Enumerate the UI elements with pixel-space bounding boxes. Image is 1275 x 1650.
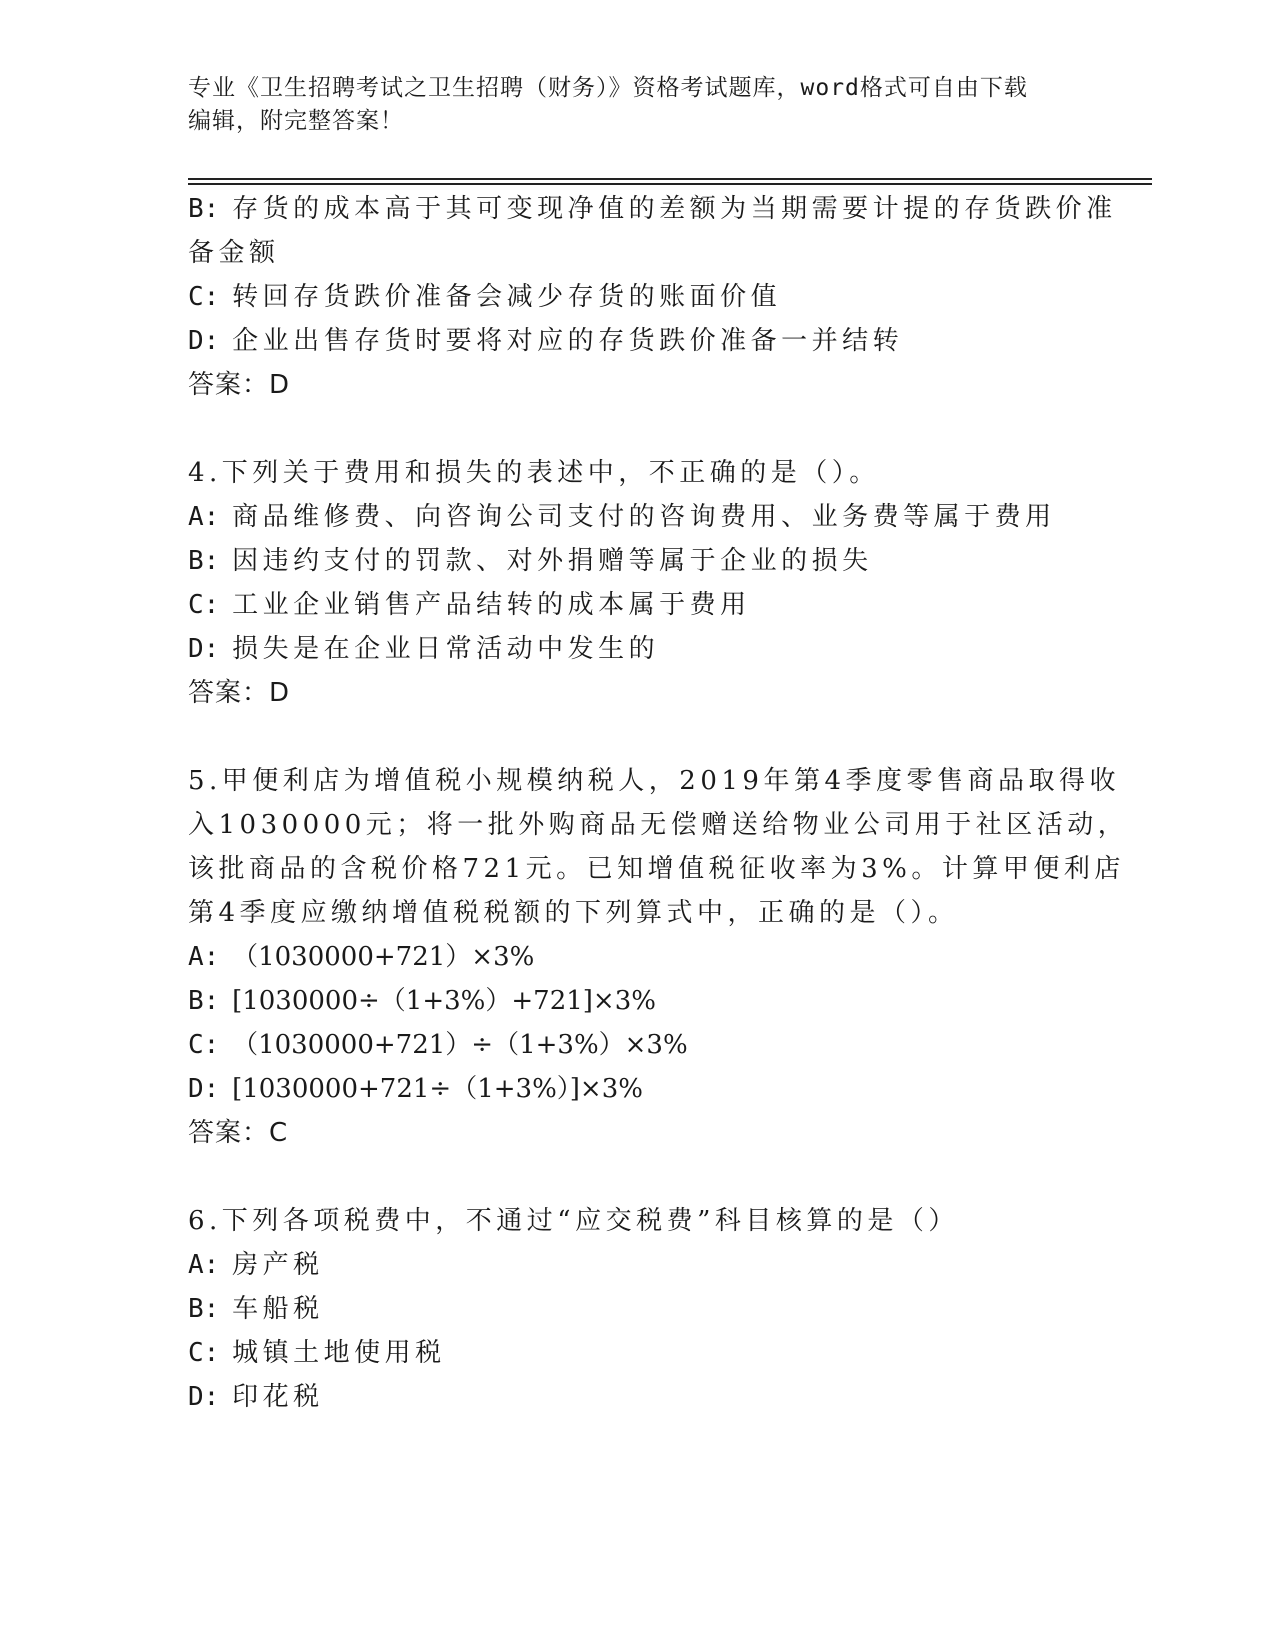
q6-option-b xyxy=(188,1292,324,1326)
q5-option-a xyxy=(188,940,534,974)
q3-option-b xyxy=(188,192,1117,226)
q4-option-a-text: 商品维修费、向咨询公司支付的咨询费用、业务费等属于费用 xyxy=(232,502,1056,532)
q4-option-a xyxy=(188,500,1056,534)
q6-option-d xyxy=(188,1380,324,1414)
q4-option-d xyxy=(188,632,659,666)
q6-option-a-text: 房产税 xyxy=(232,1250,324,1280)
q5-stem-2: 入1030000元；将一批外购商品无偿赠送给物业公司用于社区活动， xyxy=(188,810,1129,840)
q5-option-c-text: （1030000+721）÷（1+3%）×3% xyxy=(232,1030,688,1060)
header-divider-top xyxy=(188,178,1152,180)
q6-option-a-letter: A: xyxy=(188,1250,220,1280)
q3-option-c-text: 转回存货跌价准备会减少存货的账面价值 xyxy=(232,282,782,312)
q4-answer: 答案：D xyxy=(188,678,291,708)
q5-option-d-letter: D: xyxy=(188,1074,220,1104)
q4-option-d-letter: D: xyxy=(188,634,220,664)
q3-option-c-letter: C: xyxy=(188,282,220,312)
header-divider-bottom xyxy=(188,183,1152,185)
q6-option-c-text: 城镇土地使用税 xyxy=(232,1338,446,1368)
q6-option-a xyxy=(188,1248,324,1282)
q4-option-c-letter: C: xyxy=(188,590,220,620)
q5-option-a-text: （1030000+721）×3% xyxy=(232,942,535,972)
q5-answer: 答案：C xyxy=(188,1118,289,1148)
q4-option-b-text: 因违约支付的罚款、对外捐赠等属于企业的损失 xyxy=(232,546,873,576)
q5-option-a-letter: A: xyxy=(188,942,220,972)
q3-option-b-letter: B: xyxy=(188,194,220,224)
q6-option-b-text: 车船税 xyxy=(232,1294,324,1324)
q4-option-d-text: 损失是在企业日常活动中发生的 xyxy=(232,634,660,664)
q5-option-b-letter: B: xyxy=(188,986,220,1016)
q4-option-b xyxy=(188,544,873,578)
q4-option-a-letter: A: xyxy=(188,502,220,532)
q6-option-d-text: 印花税 xyxy=(232,1382,324,1412)
q5-option-b xyxy=(188,984,656,1018)
q3-answer: 答案：D xyxy=(188,370,291,400)
q6-option-b-letter: B: xyxy=(188,1294,220,1324)
q4-option-b-letter: B: xyxy=(188,546,220,576)
header-line-1: 专业《卫生招聘考试之卫生招聘（财务）》资格考试题库，word格式可自由下载 xyxy=(188,75,1028,101)
q3-option-b-continued: 备金额 xyxy=(188,238,280,268)
q3-option-d-letter: D: xyxy=(188,326,220,356)
q3-option-d-text: 企业出售存货时要将对应的存货跌价准备一并结转 xyxy=(232,326,904,356)
header-line-2: 编辑，附完整答案！ xyxy=(188,108,404,134)
q6-stem: 6.下列各项税费中，不通过“应交税费”科目核算的是（） xyxy=(188,1206,959,1236)
q3-option-c xyxy=(188,280,781,314)
q5-option-c-letter: C: xyxy=(188,1030,220,1060)
q5-stem-4: 第4季度应缴纳增值税税额的下列算式中，正确的是（）。 xyxy=(188,898,959,928)
q5-option-c xyxy=(188,1028,688,1062)
q6-option-c-letter: C: xyxy=(188,1338,220,1368)
q6-option-d-letter: D: xyxy=(188,1382,220,1412)
q4-stem: 4.下列关于费用和损失的表述中，不正确的是（）。 xyxy=(188,458,880,488)
q5-stem-3: 该批商品的含税价格721元。已知增值税征收率为3%。计算甲便利店 xyxy=(188,854,1125,884)
q5-stem-1: 5.甲便利店为增值税小规模纳税人，2019年第4季度零售商品取得收 xyxy=(188,766,1121,796)
q4-option-c-text: 工业企业销售产品结转的成本属于费用 xyxy=(232,590,751,620)
q4-option-c xyxy=(188,588,751,622)
q3-option-d xyxy=(188,324,903,358)
document-header xyxy=(188,72,1088,138)
q5-option-d-text: [1030000+721÷（1+3%）]×3% xyxy=(232,1074,643,1104)
q6-option-c xyxy=(188,1336,446,1370)
q5-option-d xyxy=(188,1072,643,1106)
q5-option-b-text: [1030000÷（1+3%）+721]×3% xyxy=(232,986,656,1016)
q3-option-b-text-1: 存货的成本高于其可变现净值的差额为当期需要计提的存货跌价准 xyxy=(232,194,1117,224)
